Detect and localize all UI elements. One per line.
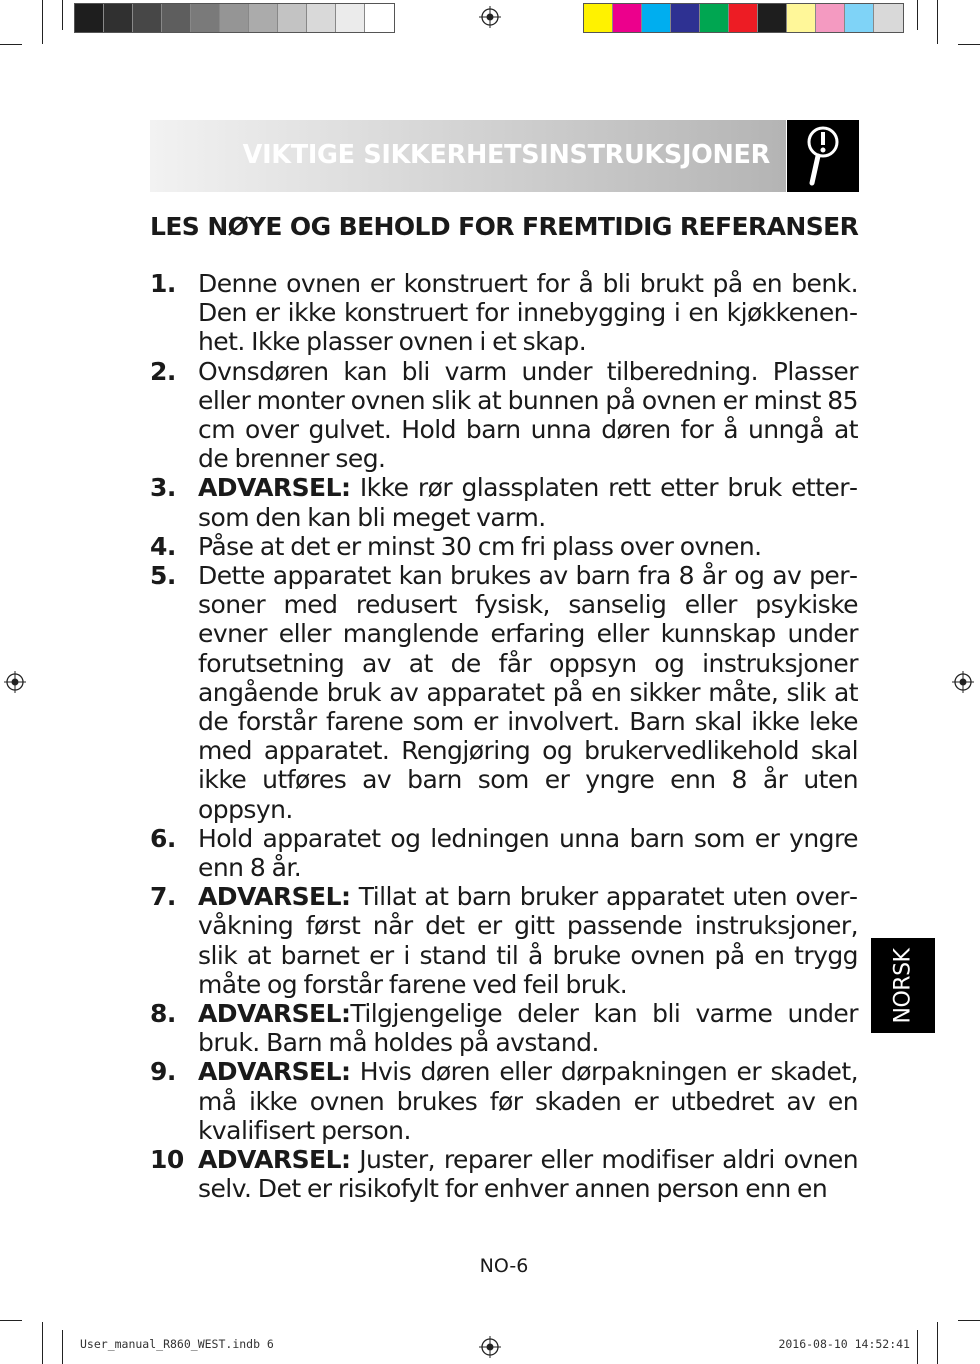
item-text: Påse at det er minst 30 cm fri plass over ovnen.: [198, 531, 762, 561]
calibration-swatch: [104, 4, 133, 32]
page-number: NO-6: [479, 1255, 529, 1277]
item-number: 9.: [150, 1057, 176, 1087]
registration-mark-icon: [4, 671, 26, 693]
calibration-swatch: [365, 4, 394, 32]
list-item: [150, 882, 858, 999]
calibration-swatch: [642, 4, 671, 32]
instruction-list: [150, 269, 858, 1204]
list-item: [150, 1145, 858, 1203]
registration-mark-icon: [952, 671, 974, 693]
crop-mark: [937, 1322, 938, 1364]
crop-mark: [0, 1320, 22, 1321]
print-file-name: User_manual_R860_WEST.indb 6: [80, 1337, 274, 1351]
print-timestamp: 2016-08-10 14:52:41: [778, 1337, 910, 1351]
list-item: [150, 269, 858, 357]
item-text: Juster, reparer eller modifiser aldri ovnen selv. Det er risikofylt for enhver annen person enn en: [198, 1145, 858, 1204]
calibration-swatch: [613, 4, 642, 32]
calibration-swatch: [845, 4, 874, 32]
list-item: [150, 532, 858, 561]
item-text: Ovnsdøren kan bli varm under tilberedning. Plasser eller monter ovnen slik at bunnen på ovnen er minst 85 cm over gulvet. Hold barn unna døren for å unngå at de brenner seg.: [198, 356, 858, 474]
crop-mark: [62, 1330, 63, 1364]
calibration-swatch: [249, 4, 278, 32]
item-text: Tillat at barn bruker apparatet uten overvåkning først når det er gitt passende instruksjoner, slik at barnet er i stand til å bruke ovnen på en trygg måte og forstår farene ved feil bruk.: [198, 882, 858, 999]
crop-mark: [917, 0, 918, 30]
warning-magnifier-icon: [787, 120, 859, 192]
crop-mark: [42, 0, 43, 44]
item-number: 7.: [150, 882, 176, 912]
item-text: Dette apparatet kan brukes av barn fra 8 år og av personer med redusert fysisk, sanselig eller psykiske evner eller manglende erfaring eller kunnskap under forutsetning av at de får oppsyn og instruksjoner angående bruk av apparatet på en sikker måte, slik at de forstår farene som er involvert. Barn skal ikke leke med apparatet. Rengjøring og brukervedlikehold skal ikke utføres av barn som er yngre enn 8 år uten oppsyn.: [198, 561, 858, 824]
calibration-swatch: [758, 4, 787, 32]
crop-mark: [62, 0, 63, 30]
calibration-swatch: [787, 4, 816, 32]
section-title: VIKTIGE SIKKERHETSINSTRUKSJONER: [242, 140, 770, 170]
item-text: Hvis døren eller dørpakningen er skadet, må ikke ovnen brukes før skaden er utbedret av en kvalifisert person.: [198, 1057, 858, 1145]
crop-mark: [42, 1322, 43, 1364]
item-text: Tilgjengelige deler kan bli varme under bruk. Barn må holdes på avstand.: [198, 999, 858, 1058]
warning-label: ADVARSEL:: [198, 1057, 351, 1087]
calibration-swatch: [874, 4, 903, 32]
item-number: 10: [150, 1145, 184, 1175]
item-text: Hold apparatet og ledningen unna barn som er yngre enn 8 år.: [198, 823, 858, 883]
item-number: 2.: [150, 356, 176, 386]
item-number: 4.: [150, 531, 176, 561]
warning-label: ADVARSEL:: [198, 999, 351, 1029]
crop-mark: [0, 44, 22, 45]
crop-mark: [917, 1330, 918, 1364]
crop-mark: [958, 44, 980, 45]
calibration-swatch: [220, 4, 249, 32]
calibration-swatch: [671, 4, 700, 32]
grayscale-calibration-strip: [74, 3, 395, 33]
calibration-swatch: [278, 4, 307, 32]
calibration-swatch: [336, 4, 365, 32]
item-number: 1.: [150, 269, 176, 298]
language-tab-label: NORSK: [890, 948, 916, 1023]
list-item: [150, 999, 858, 1057]
warning-label: ADVARSEL:: [198, 882, 351, 912]
registration-mark-icon: [479, 6, 501, 28]
item-number: 5.: [150, 561, 176, 591]
calibration-swatch: [729, 4, 758, 32]
list-item: [150, 1057, 858, 1145]
language-tab: [871, 938, 935, 1033]
calibration-swatch: [816, 4, 845, 32]
item-number: 6.: [150, 823, 176, 853]
crop-mark: [958, 1320, 980, 1321]
crop-mark: [937, 0, 938, 44]
list-item: [150, 357, 858, 474]
calibration-swatch: [307, 4, 336, 32]
calibration-swatch: [162, 4, 191, 32]
warning-label: ADVARSEL:: [198, 473, 351, 503]
list-item: [150, 824, 858, 882]
calibration-swatch: [700, 4, 729, 32]
item-number: 3.: [150, 473, 176, 503]
item-text: Ikke rør glassplaten rett etter bruk ettersom den kan bli meget varm.: [198, 473, 858, 532]
registration-mark-icon: [479, 1336, 501, 1358]
section-header-banner: [150, 120, 786, 192]
item-text: Denne ovnen er konstruert for å bli brukt på en benk. Den er ikke konstruert for innebygging i en kjøkkenenhet. Ikke plasser ovnen i et skap.: [198, 269, 858, 357]
calibration-swatch: [133, 4, 162, 32]
calibration-swatch: [75, 4, 104, 32]
subtitle: LES NØYE OG BEHOLD FOR FREMTIDIG REFERANSER: [150, 212, 859, 241]
calibration-swatch: [584, 4, 613, 32]
list-item: [150, 473, 858, 531]
list-item: [150, 561, 858, 824]
warning-label: ADVARSEL:: [198, 1145, 351, 1175]
item-number: 8.: [150, 999, 176, 1029]
color-calibration-strip: [583, 3, 904, 33]
calibration-swatch: [191, 4, 220, 32]
